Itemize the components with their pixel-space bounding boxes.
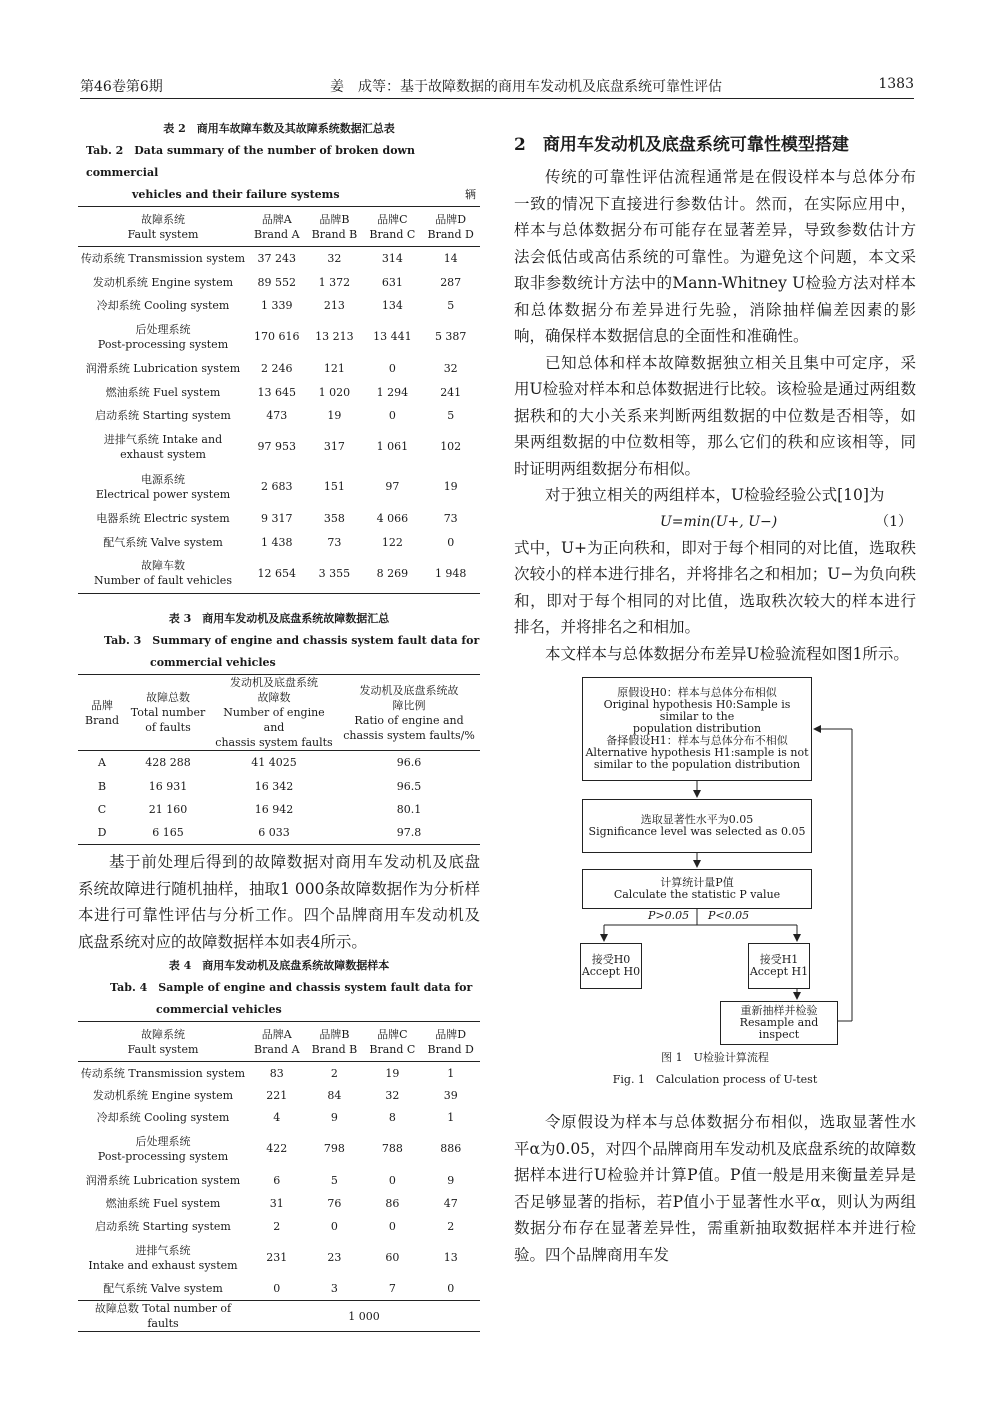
table2-header-d: 品牌D Brand D [427, 212, 474, 241]
table-row: 燃油系统 Fuel system 31 76 86 47 [105, 1196, 458, 1210]
table3-header-brand: 品牌 Brand [84, 698, 120, 727]
accept-h0-box: 接受H0 Accept H0 [580, 943, 642, 989]
equation: U=min(U+, U−) [660, 513, 778, 530]
resample-box: 重新抽样并检验 Resample and inspect [720, 1001, 838, 1045]
table2-header-b: 品牌B Brand B [311, 212, 358, 241]
paragraph-3: 对于独立相关的两组样本，U检验经验公式[10]为 [545, 486, 885, 504]
table2-header-c: 品牌C Brand C [369, 212, 416, 241]
table-row: 电器系统 Electric system 9 317 358 4 066 73 [96, 512, 458, 525]
table-row: 后处理系统 Post-processing system 422 798 788 886 [97, 1134, 462, 1163]
table-row: 发动机系统 Engine system 89 552 1 372 631 287 [92, 275, 462, 289]
right-column [514, 124, 916, 1268]
table-row: 电源系统 Electrical power system 2 683 151 97 19 [95, 472, 458, 501]
table2-caption-en: Tab. 2 Data summary of the number of broken down commercial vehicles and their failure systems 辆 [78, 140, 480, 206]
table-row: 进排气系统 Intake and exhaust system 97 953 317 1 061 102 [103, 432, 462, 461]
table-row: 燃油系统 Fuel system 13 645 1 020 1 294 241 [105, 385, 462, 399]
table2 [78, 206, 480, 594]
table-row: A 428 288 41 4025 96.6 [98, 756, 422, 770]
table4-caption-en: Tab. 4 Sample of engine and chassis system fault data for commercial vehicles [110, 981, 473, 1016]
significance-box: 选取显著性水平为0.05 Significance level was selected as 0.05 [582, 799, 812, 853]
equation-1 [514, 509, 916, 535]
paragraph-6: 令原假设为样本与总体数据分布相似，选取显著性水平α为0.05，对四个品牌商用车发动机及底盘系统的故障数据样本进行U检验并计算P值。P值一般是用来衡量差异是否足够显著的指标，若P值小于显著性水平α，则认为两组数据分布存在显著差异性，需重新抽取数据样本并进行检验。四个品牌商用车发 [514, 1113, 916, 1264]
table-row: C 21 160 16 942 80.1 [97, 803, 422, 816]
table3 [78, 674, 480, 845]
table4-header-d: 品牌D Brand D [427, 1027, 474, 1056]
left-paragraph: 基于前处理后得到的故障数据对商用车发动机及底盘系统故障进行随机抽样，抽取1 000条故障数据作为分析样本进行可靠性评估与分析工作。四个品牌商用车发动机及底盘系统对应的故障数据样本如表4所示。 [78, 853, 480, 951]
figure-caption-cn: 图 1 U检验计算流程 [661, 1051, 769, 1064]
label-p-less: P<0.05 [708, 909, 750, 922]
paragraph-4: 式中，U+为正向秩和，即对于每个相同的对比值，选取秩次较小的样本进行排名，并将排名之和相加；U−为负向秩和，即对于每个相同的对比值，选取秩次较大的样本进行排名，并将排名之和相加。 [514, 538, 916, 636]
header-title: 姜 成等：基于故障数据的商用车发动机及底盘系统可靠性评估 [330, 79, 722, 95]
table-row: 启动系统 Starting system 473 19 0 5 [95, 408, 455, 422]
table2-unit: 辆 [465, 188, 476, 201]
table-row: 启动系统 Starting system 2 0 0 2 [95, 1219, 455, 1233]
table-row: 故障车数 Number of fault vehicles 12 654 3 355 8 269 1 948 [78, 554, 480, 594]
table4-total-row: 故障总数 Total number of faults 1 000 [78, 1301, 480, 1332]
section-title: 2 商用车发动机及底盘系统可靠性模型搭建 [514, 135, 849, 155]
equation-number: （1） [875, 513, 912, 530]
calculate-p-box: 计算统计量P值 Calculate the statistic P value [582, 869, 812, 909]
table-row: 冷却系统 Cooling system 1 339 213 134 5 [96, 298, 455, 312]
label-p-greater: P>0.05 [648, 909, 690, 922]
table-row: 配气系统 Valve system 0 3 7 0 [78, 1278, 480, 1301]
journal-issue: 第46卷第6期 [80, 79, 163, 95]
table2-header-a: 品牌A Brand A [254, 212, 300, 241]
paragraph-5: 本文样本与总体数据分布差异U检验流程如图1所示。 [545, 644, 909, 663]
page-number: 1383 [878, 76, 914, 92]
table-row: 冷却系统 Cooling system 4 9 8 1 [96, 1111, 455, 1124]
table4 [78, 1021, 480, 1332]
hypothesis-box: 原假设H0：样本与总体分布相似 Original hypothesis H0:Sample is similar to the population distribution 备择假设H1：样本与总体分布不相似 Alternative hypothesis H1:sample is not similar to the population distribution [582, 677, 812, 781]
table-row: 润滑系统 Lubrication system 2 246 121 0 32 [85, 362, 458, 375]
table-row: 润滑系统 Lubrication system 6 5 0 9 [85, 1173, 455, 1187]
table-row: 进排气系统 Intake and exhaust system 231 23 60 13 [88, 1243, 458, 1272]
table3-header-ratio: 发动机及底盘系统故 障比例 Ratio of engine and chassis system faults/% [343, 683, 475, 742]
table4-header-system: 故障系统 Fault system [127, 1027, 199, 1056]
table4-header-c: 品牌C Brand C [369, 1027, 416, 1056]
flowchart [514, 677, 916, 1047]
table3-header-faults: 发动机及底盘系统 故障数 Number of engine and chassis system faults [215, 676, 333, 749]
table-row: 后处理系统 Post-processing system 170 616 13 213 13 441 5 387 [97, 322, 467, 351]
table-row: 配气系统 Valve system 1 438 73 122 0 [103, 535, 455, 549]
table4-header-a: 品牌A Brand A [254, 1027, 300, 1056]
table-row: 传动系统 Transmission system 83 2 19 1 [80, 1066, 455, 1080]
table3-caption-cn: 表 3 商用车发动机及底盘系统故障数据汇总 [168, 612, 390, 625]
table3-header-total: 故障总数 Total number of faults [130, 691, 206, 734]
table-row: 发动机系统 Engine system 221 84 32 39 [92, 1089, 458, 1102]
paragraph-2: 已知总体和样本故障数据独立相关且集中可定序，采用U检验对样本和总体数据进行比较。该检验是通过两组数据秩和的大小关系来判断两组数据的中位数是否相等，如果两组数据的中位数相等，那么它们的秩和应该相等，同时证明两组数据分布相似。 [514, 353, 916, 478]
accept-h1-box: 接受H1 Accept H1 [748, 943, 810, 989]
table3-caption-en: Tab. 3 Summary of engine and chassis system fault data for commercial vehicles [104, 634, 480, 669]
left-column [78, 118, 480, 1332]
table4-caption-cn: 表 4 商用车发动机及底盘系统故障数据样本 [168, 959, 390, 972]
running-header [80, 72, 914, 99]
table2-header-system: 故障系统 Fault system [127, 212, 199, 241]
table4-header-b: 品牌B Brand B [311, 1027, 358, 1056]
table-row: D 6 165 6 033 97.8 [78, 822, 480, 845]
table-row: B 16 931 16 342 96.5 [97, 779, 422, 793]
figure-caption-en: Fig. 1 Calculation process of U-test [612, 1073, 818, 1086]
table2-caption-cn: 表 2 商用车故障车数及其故障系统数据汇总表 [163, 122, 395, 135]
table-row: 传动系统 Transmission system 37 243 32 314 14 [80, 252, 458, 266]
paragraph-1: 传统的可靠性评估流程通常是在假设样本与总体分布一致的情况下直接进行参数估计。然而，在实际应用中，样本与总体数据分布可能存在显著差异，导致参数估计方法会低估或高估系统的可靠性。为避免这个问题，本文采取非参数统计方法中的Mann-Whitney U检验方法对样本和总体数据分布差异进行先验，消除抽样偏差因素的影响，确保样本数据信息的全面性和准确性。 [514, 168, 916, 345]
